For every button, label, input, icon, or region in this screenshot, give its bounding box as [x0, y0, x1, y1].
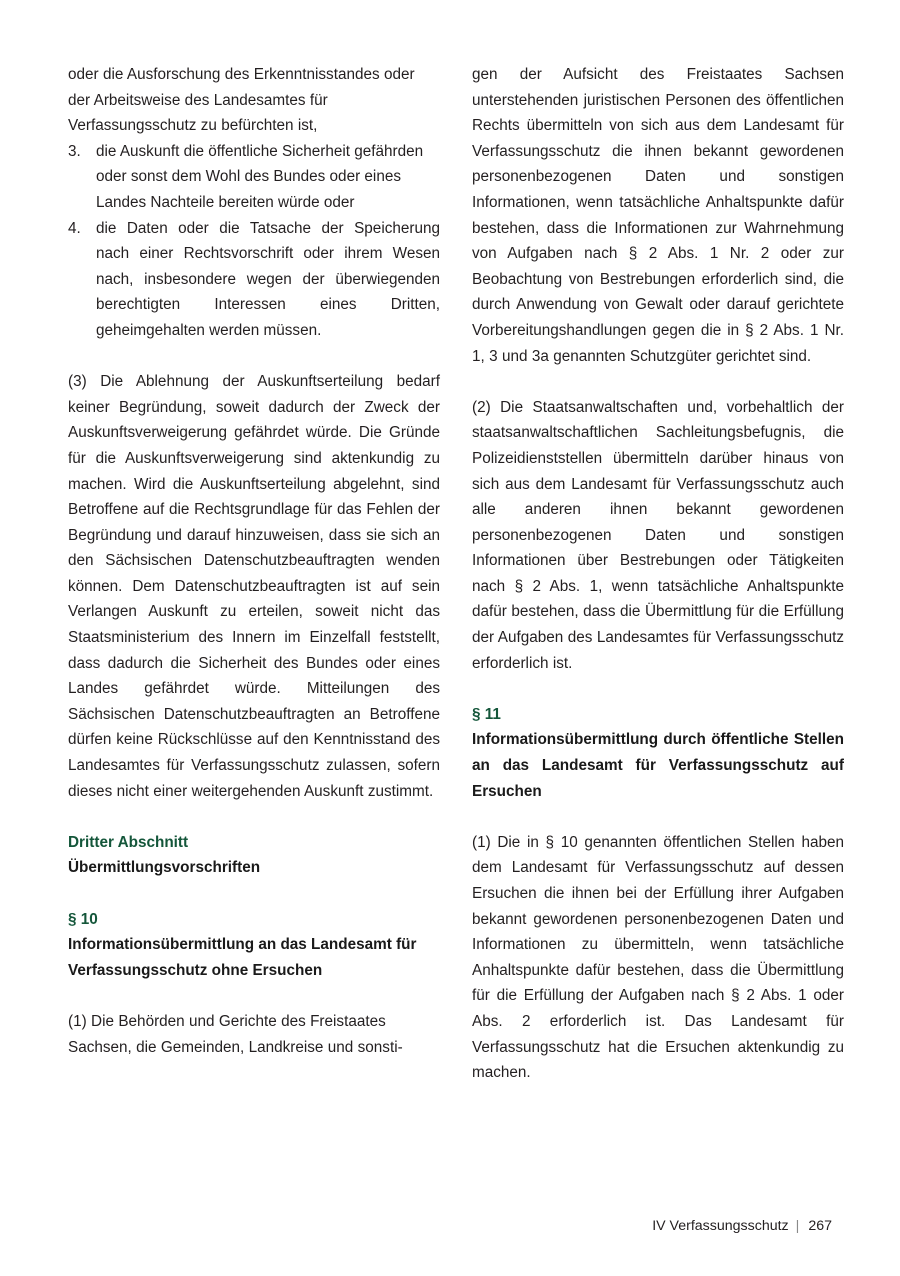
left-column — [68, 62, 440, 1086]
paragraph-spacer — [472, 676, 844, 702]
paragraph-spacer — [68, 881, 440, 907]
paragraph-spacer — [472, 369, 844, 395]
footer-page-number: 267 — [808, 1218, 832, 1234]
paragraph-11-1: (1) Die in § 10 genannten öffentlichen Stellen haben dem Landesamt für Verfassungsschutz auf dessen Ersuchen die ihnen bei der Erfüllung ihrer Aufgaben bekannt gewordenen personenbezogenen Daten und Informationen zu übermitteln, wenn tatsächliche Anhaltspunkte dafür bestehen, dass die Übermittlung für die Erfüllung der Aufgaben nach § 2 Abs. 1 oder Abs. 2 erforderlich ist. Das Landesamt für Verfassungsschutz hat die Ersuchen aktenkundig zu machen. — [472, 833, 844, 1082]
list-item-text: die Daten oder die Tatsache der Speicherung nach einer Rechtsvorschrift oder ihrem Wesen nach, insbesondere wegen der überwiegenden berechtigten Interessen eines Dritten, geheimgehalten werden müssen. — [96, 219, 440, 339]
paragraph-spacer — [68, 983, 440, 1009]
page-footer — [68, 1216, 832, 1236]
list-item-marker: 4. — [68, 219, 81, 237]
two-column-layout — [68, 62, 844, 1086]
section-label-dritter-abschnitt: Dritter Abschnitt — [68, 833, 189, 851]
paragraph-title-10: Informationsübermittlung an das Landesamt für Verfassungsschutz ohne Ersuchen — [68, 936, 417, 979]
paragraph-label-10: § 10 — [68, 910, 98, 928]
numbered-list — [68, 139, 440, 344]
list-item-marker: 3. — [68, 142, 81, 160]
list-item-text: die Auskunft die öffentliche Sicherheit gefährden oder sonst dem Wohl des Bundes oder eines Landes Nachteile bereiten würde oder — [96, 142, 424, 211]
paragraph-spacer — [472, 804, 844, 830]
paragraph-3: (3) Die Ablehnung der Auskunftserteilung bedarf keiner Begründung, soweit dadurch der Zweck der Auskunftsverweigerung gefährdet würde. Die Gründe für die Auskunftsverweigerung sind aktenkundig zu machen. Wird die Auskunftserteilung abgelehnt, sind Betroffene auf die Rechtsgrundlage für das Fehlen der Begründung und darauf hinzuweisen, dass sie sich an den Sächsischen Datenschutzbeauftragten wenden können. Dem Datenschutzbeauftragten ist auf sein Verlangen Auskunft zu erteilen, soweit nicht das Staatsministerium des Innern im Einzelfall feststellt, dass dadurch die Sicherheit des Bundes oder eines Landes gefährdet würde. Mitteilungen des Sächsischen Datenschutzbeauftragten an Betroffene dürfen keine Rückschlüsse auf den Kenntnisstand des Landesamtes für Verfassungsschutz zulassen, sofern dieses nicht einer weitergehenden Auskunft zustimmt. — [68, 373, 440, 800]
paragraph-10-2: (2) Die Staatsanwaltschaften und, vorbehaltlich der staatsanwaltschaftlichen Sachleitungsbefugnis, die Polizeidienststellen übermitteln darüber hinaus von sich aus dem Landesamt für Verfassungsschutz auch alle anderen ihnen bekannt gewordenen personenbezogenen Daten und sonstigen Informationen über Bestrebungen oder Tätigkeiten nach § 2 Abs. 1, wenn tatsächliche Anhaltspunkte dafür bestehen, dass die Übermittlung für die Erfüllung der Aufgaben des Landesamtes für Verfassungsschutz erforderlich ist. — [472, 398, 844, 672]
paragraph-10-1-start: (1) Die Behörden und Gerichte des Freistaates Sachsen, die Gemeinden, Landkreise und sonsti- — [68, 1012, 403, 1056]
footer-separator: | — [795, 1218, 800, 1234]
paragraph-10-1-continued: gen der Aufsicht des Freistaates Sachsen unterstehenden juristischen Personen des öffentlichen Rechts übermitteln von sich aus dem Landesamt für Verfassungsschutz die ihnen bekannt gewordenen personenbezogenen Daten und sonstigen Informationen, wenn tatsächliche Anhaltspunkte dafür bestehen, dass die Informationen zur Wahrnehmung von Aufgaben nach § 2 Abs. 1 Nr. 2 oder zur Beobachtung von Bestrebungen erforderlich sind, die durch Anwendung von Gewalt oder darauf gerichtete Vorbereitungshandlungen gegen die in § 2 Abs. 1 Nr. 1, 3 und 3a genannten Schutzgüter gerichtet sind. — [472, 66, 844, 365]
continued-list-intro: oder die Ausforschung des Erkenntnisstandes oder der Arbeitsweise des Landesamtes für Verfassungsschutz zu befürchten ist, — [68, 66, 415, 135]
paragraph-spacer — [68, 344, 440, 370]
right-column — [472, 62, 844, 1086]
paragraph-spacer — [68, 804, 440, 830]
paragraph-title-11: Informationsübermittlung durch öffentliche Stellen an das Landesamt für Verfassungsschutz auf Ersuchen — [472, 731, 844, 800]
footer-chapter-label: IV Verfassungsschutz — [652, 1218, 789, 1234]
paragraph-label-11: § 11 — [472, 705, 501, 723]
list-item — [68, 139, 440, 216]
section-title-uebermittlungsvorschriften: Übermittlungsvorschriften — [68, 859, 261, 877]
list-item — [68, 216, 440, 344]
